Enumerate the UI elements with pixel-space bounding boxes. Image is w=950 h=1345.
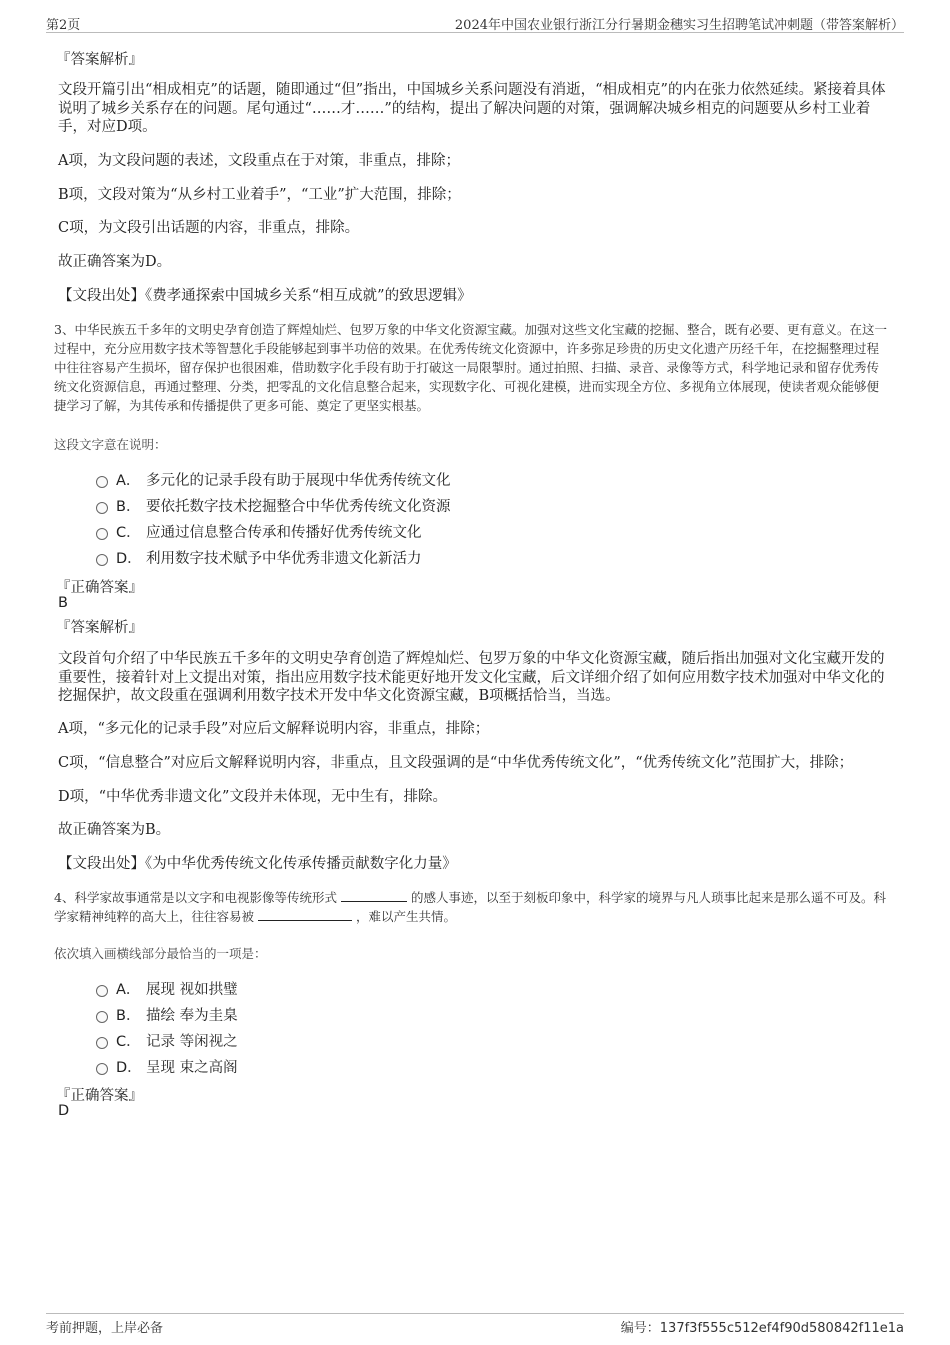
analysis-label: 『答案解析』 <box>56 52 143 68</box>
analysis-option-a: A项，“多元化的记录手段”对应后文解释说明内容，非重点，排除； <box>58 721 490 737</box>
footer-slogan: 考前押题，上岸必备 <box>46 1321 164 1336</box>
passage-source: 【文段出处】《费孝通探索中国城乡关系“相互成就”的致思逻辑》 <box>58 288 472 304</box>
option-c[interactable]: C． 记录 等闲视之 <box>96 1030 238 1050</box>
analysis-text: 文段开篇引出“相成相克”的话题，随即通过“但”指出，中国城乡关系问题没有消逝，“相成相克”的内在张力依然延续。紧接着具体说明了城乡关系存在的问题。尾句通过“……才……”的结构，提出了解决问题的对策，强调解决城乡相克的问题要从乡村工业着手，对应D项。 <box>58 82 886 135</box>
radio-icon[interactable] <box>96 476 108 488</box>
radio-icon[interactable] <box>96 1037 108 1049</box>
correct-answer: B <box>58 595 68 611</box>
fill-blank-2[interactable] <box>258 908 352 921</box>
option-a[interactable]: A． 多元化的记录手段有助于展现中华优秀传统文化 <box>96 469 451 489</box>
radio-icon[interactable] <box>96 1063 108 1075</box>
option-b[interactable]: B． 描绘 奉为圭臬 <box>96 1004 238 1024</box>
correct-answer: D <box>58 1103 70 1119</box>
analysis-option-d: D项，“中华优秀非遗文化”文段并未体现，无中生有，排除。 <box>58 789 447 805</box>
analysis-conclusion: 故正确答案为B。 <box>58 822 171 838</box>
page-header <box>46 14 904 33</box>
page-number: 第2页 <box>46 18 81 33</box>
question-4-stem: 4、科学家故事通常是以文字和电视影像等传统形式 的感人事迹，以至于刻板印象中，科学家的境界与凡人琐事比起来是那么遥不可及。科学家精神纯粹的高大上，往往容易被 ，难以产生共情。 <box>54 890 886 924</box>
page-footer <box>46 1313 904 1336</box>
option-b[interactable]: B． 要依托数字技术挖掘整合中华优秀传统文化资源 <box>96 495 451 515</box>
correct-answer-label: 『正确答案』 <box>56 580 143 596</box>
analysis-option-c: C项，“信息整合”对应后文解释说明内容，非重点，且文段强调的是“中华优秀传统文化”，“优秀传统文化”范围扩大，排除； <box>58 755 854 771</box>
analysis-option-a: A项，为文段问题的表述，文段重点在于对策，非重点，排除； <box>58 153 460 169</box>
document-code: 编号：137f3f555c512ef4f90d580842f11e1a <box>620 1321 904 1336</box>
question-4-prompt: 依次填入画横线部分最恰当的一项是： <box>54 946 267 961</box>
document-title: 2024年中国农业银行浙江分行暑期金穗实习生招聘笔试冲刺题（带答案解析） <box>454 18 904 33</box>
analysis-label: 『答案解析』 <box>56 620 143 636</box>
option-c[interactable]: C． 应通过信息整合传承和传播好优秀传统文化 <box>96 521 422 541</box>
analysis-option-b: B项，文段对策为“从乡村工业着手”，“工业”扩大范围，排除； <box>58 187 461 203</box>
radio-icon[interactable] <box>96 502 108 514</box>
radio-icon[interactable] <box>96 985 108 997</box>
option-d[interactable]: D． 呈现 束之高阁 <box>96 1056 238 1076</box>
radio-icon[interactable] <box>96 1011 108 1023</box>
analysis-text: 文段首句介绍了中华民族五千多年的文明史孕育创造了辉煌灿烂、包罗万象的中华文化资源宝藏，随后指出加强对文化宝藏开发的重要性，接着针对上文提出对策，指出应用数字技术能更好地开发文化宝藏，后文详细介绍了如何应用数字技术加强对中华文化的挖掘保护，故文段重在强调利用数字技术开发中华文化资源宝藏，B项概括恰当，当选。 <box>58 651 885 704</box>
analysis-conclusion: 故正确答案为D。 <box>58 254 172 270</box>
option-a[interactable]: A． 展现 视如拱璧 <box>96 978 238 998</box>
question-3-stem: 3、中华民族五千多年的文明史孕育创造了辉煌灿烂、包罗万象的中华文化资源宝藏。加强对这些文化宝藏的挖掘、整合，既有必要、更有意义。在这一过程中，充分应用数字技术等智慧化手段能够起到事半功倍的效果。在优秀传统文化资源中，许多弥足珍贵的历史文化遗产历经千年，在挖掘整理过程中往往容易产生损坏，留存保护也很困难，借助数字化手段有助于打破这一局限掣肘。通过拍照、扫描、录音、录像等方式，科学地记录和留存优秀传统文化资源信息，再通过整理、分类，把零乱的文化信息整合起来，实现数字化、可视化建模，进而实现全方位、多视角立体展现，使读者观众能够便捷学习了解，为其传承和传播提供了更多可能、奠定了更坚实根基。 <box>54 322 887 413</box>
passage-source: 【文段出处】《为中华优秀传统文化传承传播贡献数字化力量》 <box>58 856 457 872</box>
analysis-option-c: C项，为文段引出话题的内容，非重点，排除。 <box>58 220 360 236</box>
radio-icon[interactable] <box>96 528 108 540</box>
radio-icon[interactable] <box>96 554 108 566</box>
fill-blank-1[interactable] <box>341 889 407 902</box>
question-3-prompt: 这段文字意在说明： <box>54 437 167 452</box>
option-d[interactable]: D． 利用数字技术赋予中华优秀非遗文化新活力 <box>96 547 422 567</box>
correct-answer-label: 『正确答案』 <box>56 1088 143 1104</box>
